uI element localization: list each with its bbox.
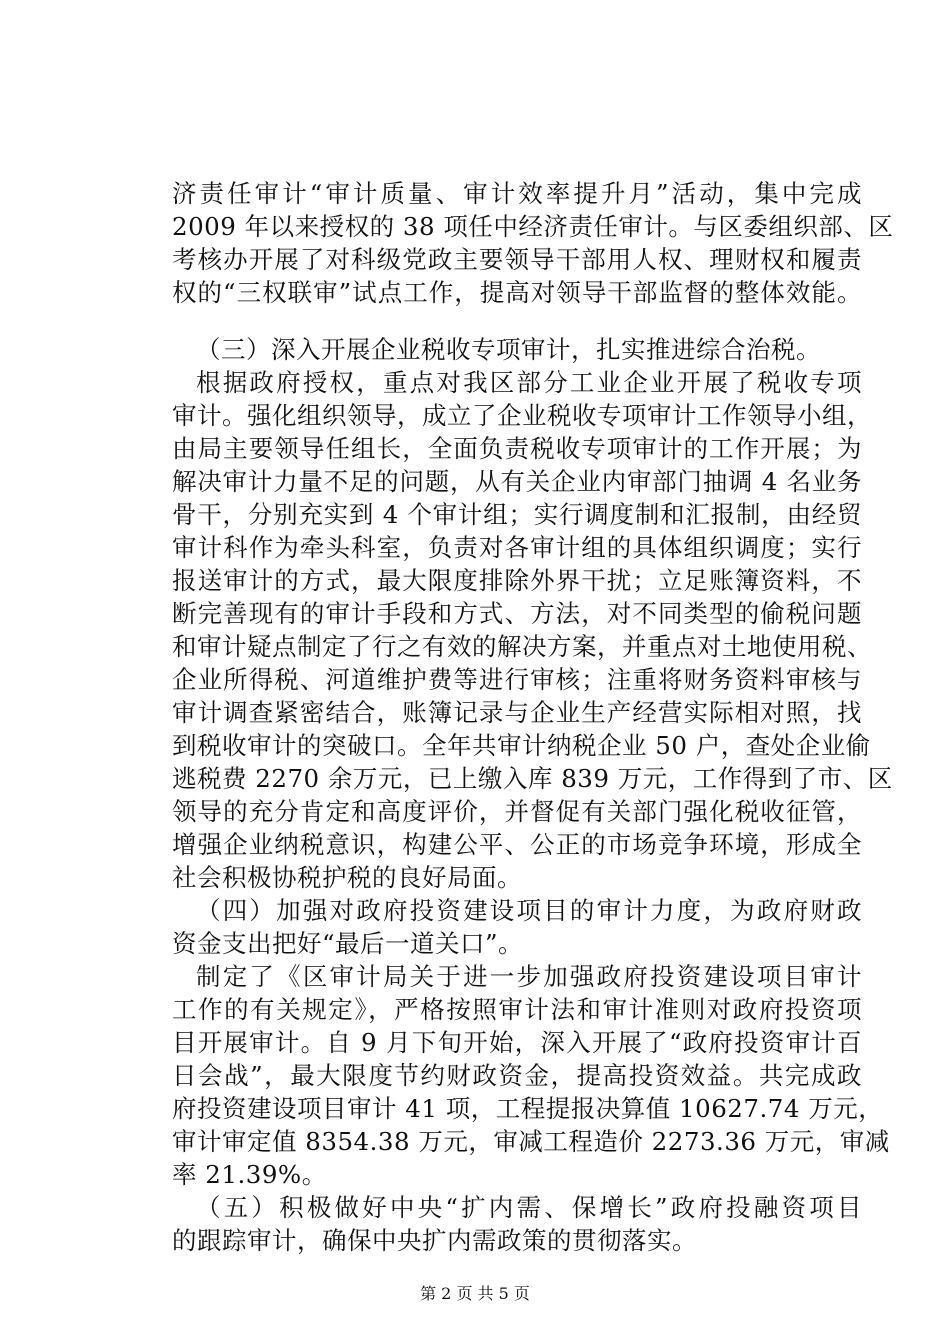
- text-line: 审计审定值 8354.38 万元，审减工程造价 2273.36 万元，审减: [172, 1127, 890, 1156]
- text-line: 和审计疑点制定了行之有效的解决方案，并重点对土地使用税、: [172, 632, 872, 661]
- section-heading-5: （五）积极做好中央“扩内需、保增长”政府投融资项目: [196, 1193, 862, 1222]
- text-line: 解决审计力量不足的问题，从有关企业内审部门抽调 4 名业务: [172, 467, 862, 496]
- text-line: 考核办开展了对科级党政主要领导干部用人权、理财权和履责: [172, 245, 862, 274]
- text-line: 审计科作为牵头科室，负责对各审计组的具体组织调度；实行: [172, 533, 862, 562]
- text-line: 到税收审计的突破口。全年共审计纳税企业 50 户，查处企业偷: [172, 731, 871, 760]
- text-line: 府投资建设项目审计 41 项，工程提报决算值 10627.74 万元，: [172, 1094, 884, 1123]
- text-line: 根据政府授权，重点对我区部分工业企业开展了税收专项: [196, 368, 862, 397]
- text-line: 审计调查紧密结合，账簿记录与企业生产经营实际相对照，找: [172, 698, 862, 727]
- section-heading-4: （四）加强对政府投资建设项目的审计力度，为政府财政: [196, 896, 862, 925]
- text-line: 2009 年以来授权的 38 项任中经济责任审计。与区委组织部、区: [172, 212, 894, 241]
- text-line: 增强企业纳税意识，构建公平、公正的市场竞争环境，形成全: [172, 830, 862, 859]
- text-line: 制定了《区审计局关于进一步加强政府投资建设项目审计: [196, 962, 862, 991]
- section-heading-3: （三）深入开展企业税收专项审计，扎实推进综合治税。: [196, 335, 821, 364]
- text-line: 企业所得税、河道维护费等进行审核；注重将财务资料审核与: [172, 665, 862, 694]
- text-line: 断完善现有的审计手段和方式、方法，对不同类型的偷税问题: [172, 599, 862, 628]
- text-line: 济责任审计“审计质量、审计效率提升月”活动，集中完成: [172, 179, 862, 208]
- text-line: 审计。强化组织领导，成立了企业税收专项审计工作领导小组，: [172, 401, 872, 430]
- text-line: 骨干，分别充实到 4 个审计组；实行调度制和汇报制，由经贸: [172, 500, 862, 529]
- page-number-footer: 第 2 页 共 5 页: [420, 1284, 530, 1303]
- text-line: 逃税费 2270 余万元，已上缴入库 839 万元，工作得到了市、区: [172, 764, 893, 793]
- text-line: 目开展审计。自 9 月下旬开始，深入开展了“政府投资审计百: [172, 1028, 862, 1057]
- text-line: 社会积极协税护税的良好局面。: [172, 863, 522, 892]
- text-line: 报送审计的方式，最大限度排除外界干扰；立足账簿资料，不: [172, 566, 862, 595]
- text-line: 权的“三权联审”试点工作，提高对领导干部监督的整体效能。: [172, 278, 862, 307]
- text-line: 日会战”，最大限度节约财政资金，提高投资效益。共完成政: [172, 1061, 862, 1090]
- text-line: 工作的有关规定》，严格按照审计法和审计准则对政府投资项: [172, 995, 862, 1024]
- text-line: 领导的充分肯定和高度评价，并督促有关部门强化税收征管，: [172, 797, 862, 826]
- text-line: 资金支出把好“最后一道关口”。: [172, 929, 524, 958]
- text-line: 由局主要领导任组长，全面负责税收专项审计的工作开展；为: [172, 434, 862, 463]
- text-line: 的跟踪审计，确保中央扩内需政策的贯彻落实。: [172, 1226, 697, 1255]
- text-line: 率 21.39%。: [172, 1160, 327, 1189]
